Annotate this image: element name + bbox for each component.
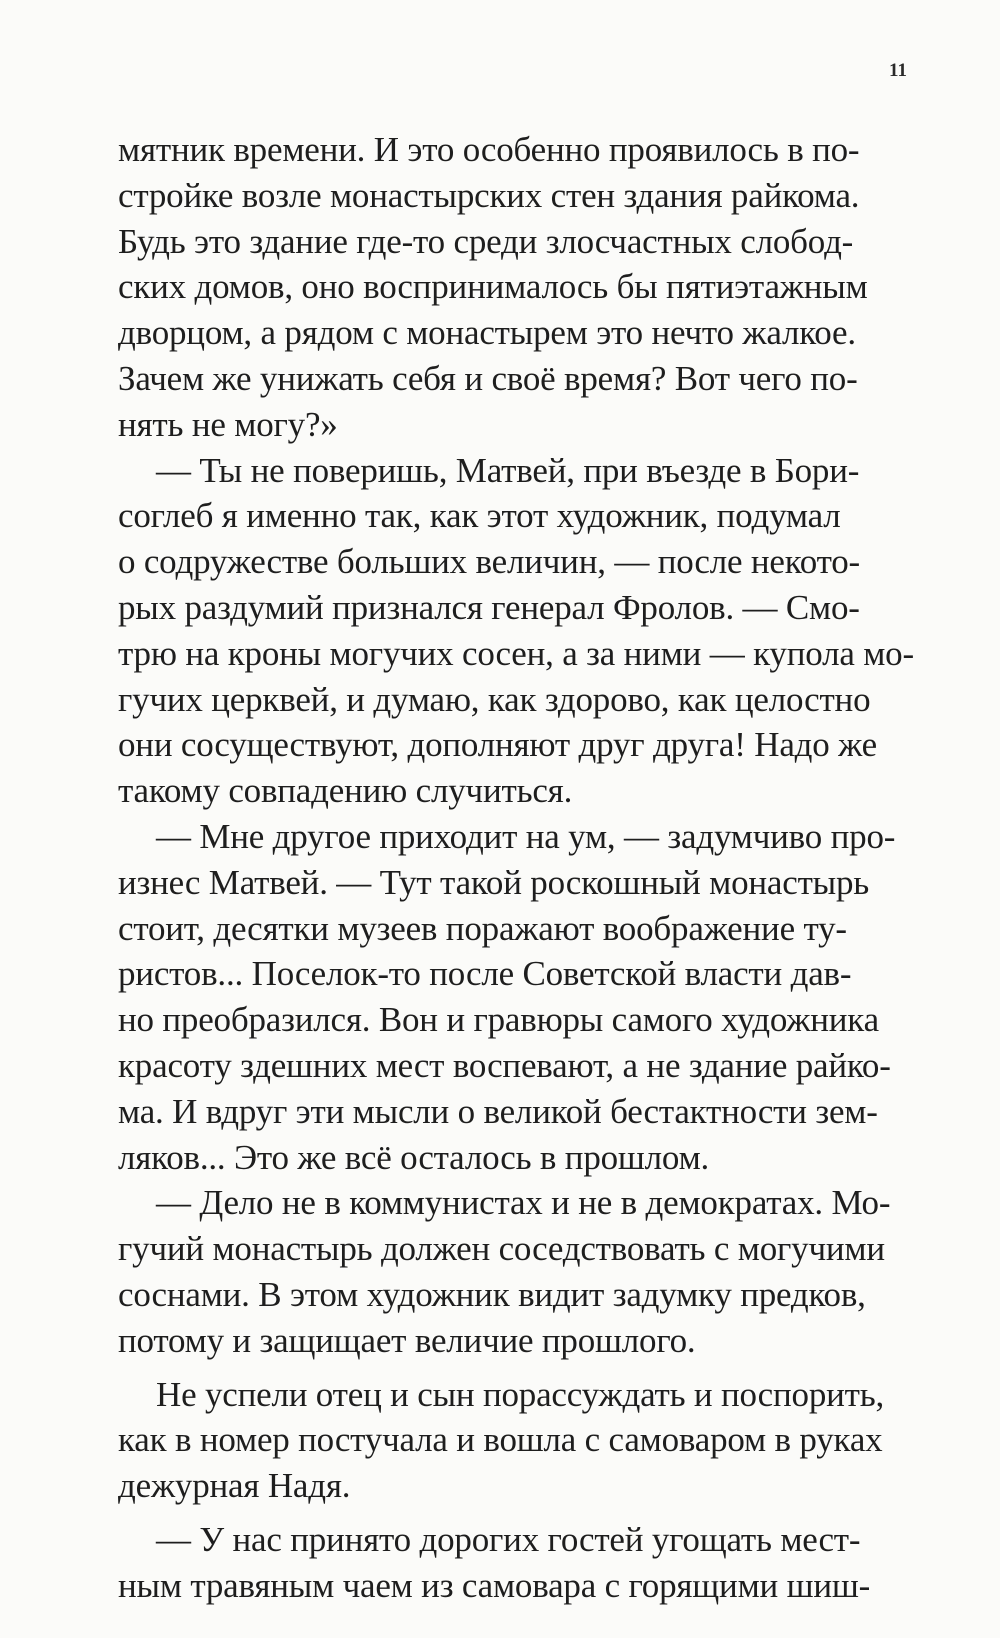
text-line: ным травяным чаем из самовара с горящими шиш- (118, 1565, 871, 1605)
text-line: как в номер постучала и вошла с самоваром в руках (118, 1420, 883, 1460)
text-line: изнес Матвей. — Тут такой роскошный монастырь (118, 862, 870, 902)
text-line: трю на кроны могучих сосен, а за ними — купола мо- (118, 633, 914, 673)
text-line: дворцом, а рядом с монастырем это нечто жалкое. (118, 313, 856, 353)
text-line: дежурная Надя. (118, 1466, 351, 1506)
text-line: рых раздумий признался генерал Фролов. — Смо- (118, 587, 860, 627)
text-line: о содружестве больших величин, — после некото- (118, 542, 861, 582)
text-line: Будь это здание где-то среди злосчастных слобод- (118, 221, 854, 261)
text-line: они сосуществуют, дополняют друг друга! Надо же (118, 725, 877, 765)
text-line: — Мне другое приходит на ум, — задумчиво про- (156, 816, 896, 856)
text-line: красоту здешних мест воспевают, а не здание райко- (118, 1045, 891, 1085)
text-line: гучий монастырь должен соседствовать с могучими (118, 1229, 885, 1269)
text-line: ляков... Это же всё осталось в прошлом. (118, 1137, 710, 1177)
text-line: ских домов, оно воспринималось бы пятиэтажным (118, 267, 868, 307)
text-line: соглеб я именно так, как этот художник, подумал (118, 496, 841, 536)
text-line: ристов... Поселок-то после Советской власти дав- (118, 954, 852, 994)
page-number: 11 (889, 60, 907, 81)
paragraph-gap (118, 1509, 918, 1517)
text-line: соснами. В этом художник видит задумку предков, (118, 1274, 866, 1314)
text-line: — У нас принято дорогих гостей угощать мест- (156, 1519, 861, 1559)
text-line: гучих церквей, и думаю, как здорово, как целостно (118, 679, 871, 719)
paragraph-gap (118, 1364, 918, 1372)
page-body-text (118, 127, 918, 1609)
text-line: стоит, десятки музеев поражают воображение ту- (118, 908, 847, 948)
text-line: но преобразился. Вон и гравюры самого художника (118, 1000, 879, 1040)
text-line: нять не могу?» (118, 404, 338, 444)
text-line: такому совпадению случиться. (118, 771, 573, 811)
text-line: стройке возле монастырских стен здания райкома. (118, 175, 860, 215)
text-line: Не успели отец и сын порассуждать и поспорить, (156, 1374, 885, 1414)
text-line: потому и защищает величие прошлого. (118, 1320, 696, 1360)
text-line: мятник времени. И это особенно проявилось в по- (118, 130, 860, 169)
text-line: — Ты не поверишь, Матвей, при въезде в Бори- (156, 450, 860, 490)
text-line: ма. И вдруг эти мысли о великой бестактности зем- (118, 1091, 878, 1131)
text-line: — Дело не в коммунистах и не в демократах. Мо- (156, 1183, 891, 1223)
text-line: Зачем же унижать себя и своё время? Вот чего по- (118, 358, 858, 398)
